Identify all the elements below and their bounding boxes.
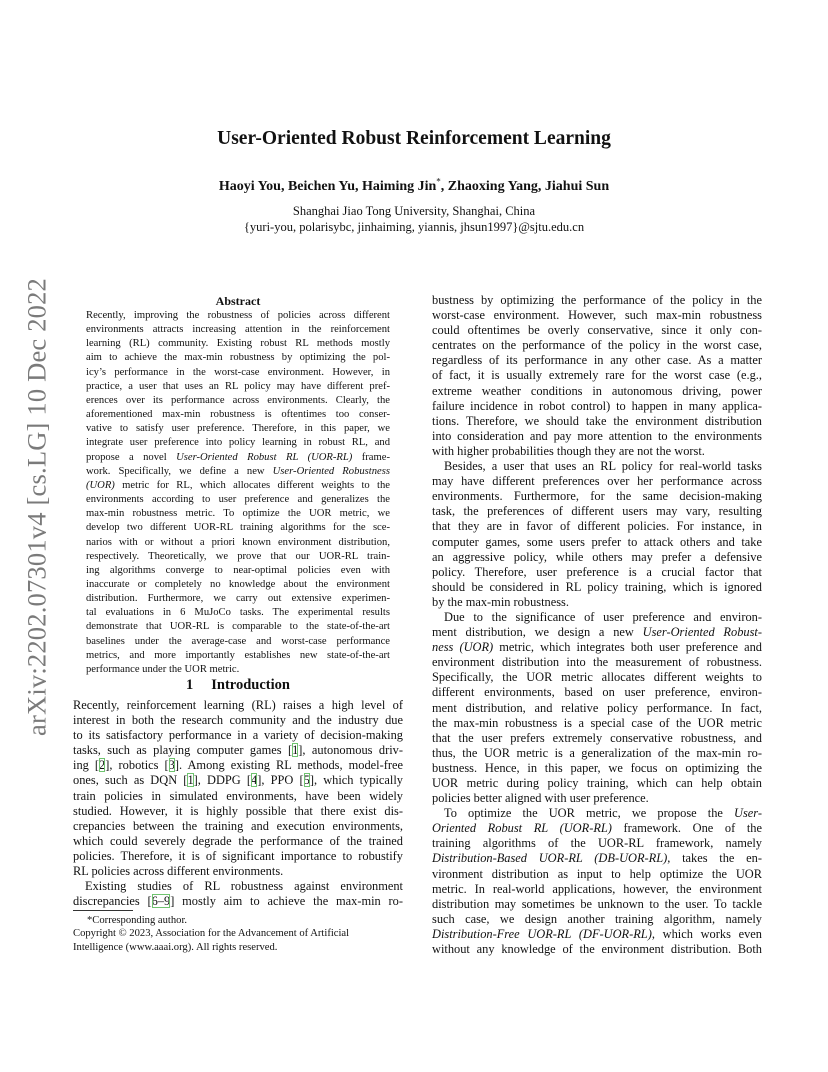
section-number: 1 bbox=[186, 677, 194, 693]
text-line: demonstrate that UOR-RL is comparable to the state-of-the-art bbox=[86, 621, 390, 633]
arxiv-stamp: arXiv:2202.07301v4 [cs.LG] 10 Dec 2022 bbox=[21, 277, 52, 737]
copyright-line-2: Intelligence (www.aaai.org). All rights reserved. bbox=[73, 941, 278, 953]
footnote-rule bbox=[73, 910, 133, 911]
author-names: Haoyi You, Beichen Yu, Haiming Jin*, Zhaoxing Yang, Jiahui Sun bbox=[218, 176, 610, 194]
text-line: bustness by optimizing the performance of the policy in the bbox=[432, 293, 762, 307]
text-line: Distribution-Based UOR-RL (DB-UOR-RL), takes the en- bbox=[432, 851, 762, 866]
affiliation-block bbox=[0, 203, 828, 235]
text-line: with higher probabilities though they are not the worst. bbox=[432, 443, 705, 458]
text-line: discrepancies [6–9] mostly aim to achieve the max-min ro- bbox=[73, 894, 403, 909]
text-line: narios with or without a priori known environment distribution, bbox=[86, 536, 390, 548]
text-line: Due to the significance of user preference and environ- bbox=[444, 609, 762, 624]
text-line: extreme weather conditions in autonomous driving, power bbox=[432, 383, 762, 398]
text-line: max-min robustness metric. To optimize the UOR metric, we bbox=[86, 508, 390, 520]
email-list: {yuri-you, polarisybc, jinhaiming, yiannis, jhsun1997}@sjtu.edu.cn bbox=[243, 220, 585, 234]
text-line: baselines under the average-case and worst-case performance bbox=[86, 635, 390, 647]
text-line: respectively. Theoretically, we prove that our UOR-RL train- bbox=[86, 550, 390, 562]
text-line: metric. In real-world applications, however, the environment bbox=[432, 881, 762, 896]
affiliation: Shanghai Jiao Tong University, Shanghai, China bbox=[292, 204, 536, 218]
text-line: learning (RL) community. Existing robust RL methods mostly bbox=[86, 338, 390, 350]
text-line: policy. Therefore, user preference is a crucial factor that bbox=[432, 564, 762, 579]
text-line: train policies in simulated environments, have been widely bbox=[73, 788, 403, 803]
text-line: thus, the UOR metric is a generalization of the max-min ro- bbox=[432, 745, 762, 760]
text-line: distribution. Furthermore, we carry out extensive experimen- bbox=[86, 593, 390, 605]
text-line: studied. However, it is highly possible that there exist dis- bbox=[73, 803, 403, 818]
text-line: worst-case environment. However, such max-min robustness bbox=[432, 308, 762, 323]
text-line: Besides, a user that uses an RL policy for real-world tasks bbox=[444, 459, 762, 474]
author-list bbox=[0, 176, 828, 195]
text-line: vironment distribution as input to help optimize the UOR bbox=[432, 866, 762, 881]
text-line: To optimize the UOR metric, we propose the User- bbox=[444, 806, 762, 821]
text-line: crepancies between the training and execution environments, bbox=[73, 818, 403, 833]
text-line: to its satisfactory performance in a variety of decision-making bbox=[73, 728, 403, 743]
text-line: ment distribution, and relative policy performance. In fact, bbox=[432, 700, 762, 715]
section-heading bbox=[73, 677, 403, 694]
text-line: (UOR) metric for RL, which allocates different weights to the bbox=[86, 479, 390, 491]
left-column-text bbox=[73, 698, 403, 909]
text-line: performance under the UOR metric. bbox=[86, 663, 240, 675]
text-line: develop two different UOR-RL training algorithms for the sce- bbox=[86, 522, 390, 534]
text-line: environments according to user preference and generalizes the bbox=[86, 494, 390, 506]
text-line: task, the preferences of different users may vary, resulting bbox=[432, 504, 762, 519]
text-line: interest in both the research community and the industry due bbox=[73, 713, 403, 728]
right-column-text bbox=[432, 293, 762, 957]
text-line: metrics, and more importantly establishes new state-of-the-art bbox=[86, 649, 390, 661]
text-line: icy’s performance in the worst-case environment. However, in bbox=[86, 366, 390, 378]
text-line: different environments, based on user preference, environ- bbox=[432, 685, 762, 700]
text-line: could oftentimes be overly conservative, since it only con- bbox=[432, 323, 762, 338]
text-line: Distribution-Free UOR-RL (DF-UOR-RL), which works even bbox=[432, 926, 762, 941]
text-line: bustness. Hence, in this paper, we focus on optimizing the bbox=[432, 760, 762, 775]
text-line: integrate user preference into policy learning in robust RL, and bbox=[86, 437, 390, 449]
text-line: propose a novel User-Oriented Robust RL (UOR-RL) frame- bbox=[86, 451, 390, 463]
text-line: environments. Furthermore, for the same decision-making bbox=[432, 489, 762, 504]
text-line: failure incidence in robot control) to happen in many applica- bbox=[432, 398, 762, 413]
text-line: aim to achieve the max-min robustness by optimizing the pol- bbox=[86, 352, 390, 364]
text-line: ing [2], robotics [3]. Among existing RL methods, model-free bbox=[73, 758, 403, 773]
abstract-body bbox=[86, 309, 390, 677]
text-line: into consideration and pay more attention to the environments bbox=[432, 428, 762, 443]
text-line: that they are in favor of different policies. For instance, in bbox=[432, 519, 762, 534]
text-line: policies. Therefore, it is of significant importance to robustify bbox=[73, 848, 403, 863]
text-line: aforementioned max-min robustness is oftentimes too conser- bbox=[86, 409, 390, 421]
text-line: environments attracts increasing attention in the reinforcement bbox=[86, 324, 390, 336]
text-line: tions. Therefore, we should take the environment distribution bbox=[432, 413, 762, 428]
text-line: training algorithms of the UOR-RL framework, namely bbox=[432, 836, 762, 851]
text-line: Recently, improving the robustness of policies across different bbox=[86, 310, 390, 321]
text-line: tasks, such as playing computer games [1], autonomous driv- bbox=[73, 743, 403, 758]
text-line: distribution may sometimes be unknown to the user. To tackle bbox=[432, 896, 762, 911]
abstract-heading: Abstract bbox=[215, 294, 261, 308]
text-line: computer games, some users prefer to attack others and take bbox=[432, 534, 762, 549]
text-line: regardless of its performance in any other case. As a matter bbox=[432, 353, 762, 368]
text-line: centrates on the performance of the policy in the worst case, bbox=[432, 338, 762, 353]
text-line: RL policies across different environments. bbox=[73, 864, 284, 879]
text-line: inaccurate or completely no knowledge about the environment bbox=[86, 578, 390, 590]
text-line: that the user prefers extremely conservative robustness, and bbox=[432, 730, 762, 745]
text-line: work. Specifically, we define a new User-Oriented Robustness bbox=[86, 465, 390, 477]
section-title: Introduction bbox=[211, 677, 290, 693]
text-line: the max-min robustness is a special case of the UOR metric bbox=[432, 715, 762, 730]
text-line: which could severely degrade the performance of the trained bbox=[73, 833, 403, 848]
text-line: an aggressive policy, while others may prefer a defensive bbox=[432, 549, 762, 564]
text-line: Recently, reinforcement learning (RL) raises a high level of bbox=[73, 698, 403, 712]
paper-title: User-Oriented Robust Reinforcement Learning bbox=[217, 128, 611, 149]
text-line: practice, a user that uses an RL policy may have different pref- bbox=[86, 380, 390, 392]
corresponding-footnote: *Corresponding author. bbox=[87, 915, 188, 926]
footnotes bbox=[73, 914, 403, 954]
text-line: UOR metric during policy training, which can help obtain bbox=[432, 776, 762, 790]
text-line: ment distribution, we design a new User-Oriented Robust- bbox=[432, 625, 762, 640]
text-line: environment distribution into the measurement of robustness. bbox=[432, 655, 762, 670]
text-line: Existing studies of RL robustness against environment bbox=[85, 879, 403, 894]
text-line: vative to satisfy user preference. Therefore, in this paper, we bbox=[86, 423, 390, 435]
text-line: without any knowledge of the environment distribution. Both bbox=[432, 942, 762, 957]
text-line: erences over its performance across environments. Clearly, the bbox=[86, 394, 390, 406]
text-line: such case, we design another training algorithm, namely bbox=[432, 911, 762, 926]
text-line: may have different preferences over her performance across bbox=[432, 474, 762, 489]
text-line: Oriented Robust RL (UOR-RL) framework. One of the bbox=[432, 821, 762, 836]
text-line: ones, such as DQN [1], DDPG [4], PPO [5], which typically bbox=[73, 773, 403, 788]
text-line: of fact, it is usually extremely rare for the worst case (e.g., bbox=[432, 368, 762, 383]
copyright-line-1: Copyright © 2023, Association for the Advancement of Artificial bbox=[73, 928, 350, 940]
text-line: Specifically, the UOR metric allocates different weights to bbox=[432, 670, 762, 685]
text-line: ing algorithms converge to near-optimal policies even with bbox=[86, 564, 390, 576]
text-line: should be considered in RL policy training, which is ignored bbox=[432, 579, 762, 594]
text-line: policies better aligned with user preference. bbox=[432, 791, 649, 806]
text-line: ness (UOR) metric, which integrates both user preference and bbox=[432, 640, 762, 655]
text-line: tal evaluations in 6 MuJoCo tasks. The experimental results bbox=[86, 607, 390, 619]
text-line: by the max-min robustness. bbox=[432, 594, 569, 609]
